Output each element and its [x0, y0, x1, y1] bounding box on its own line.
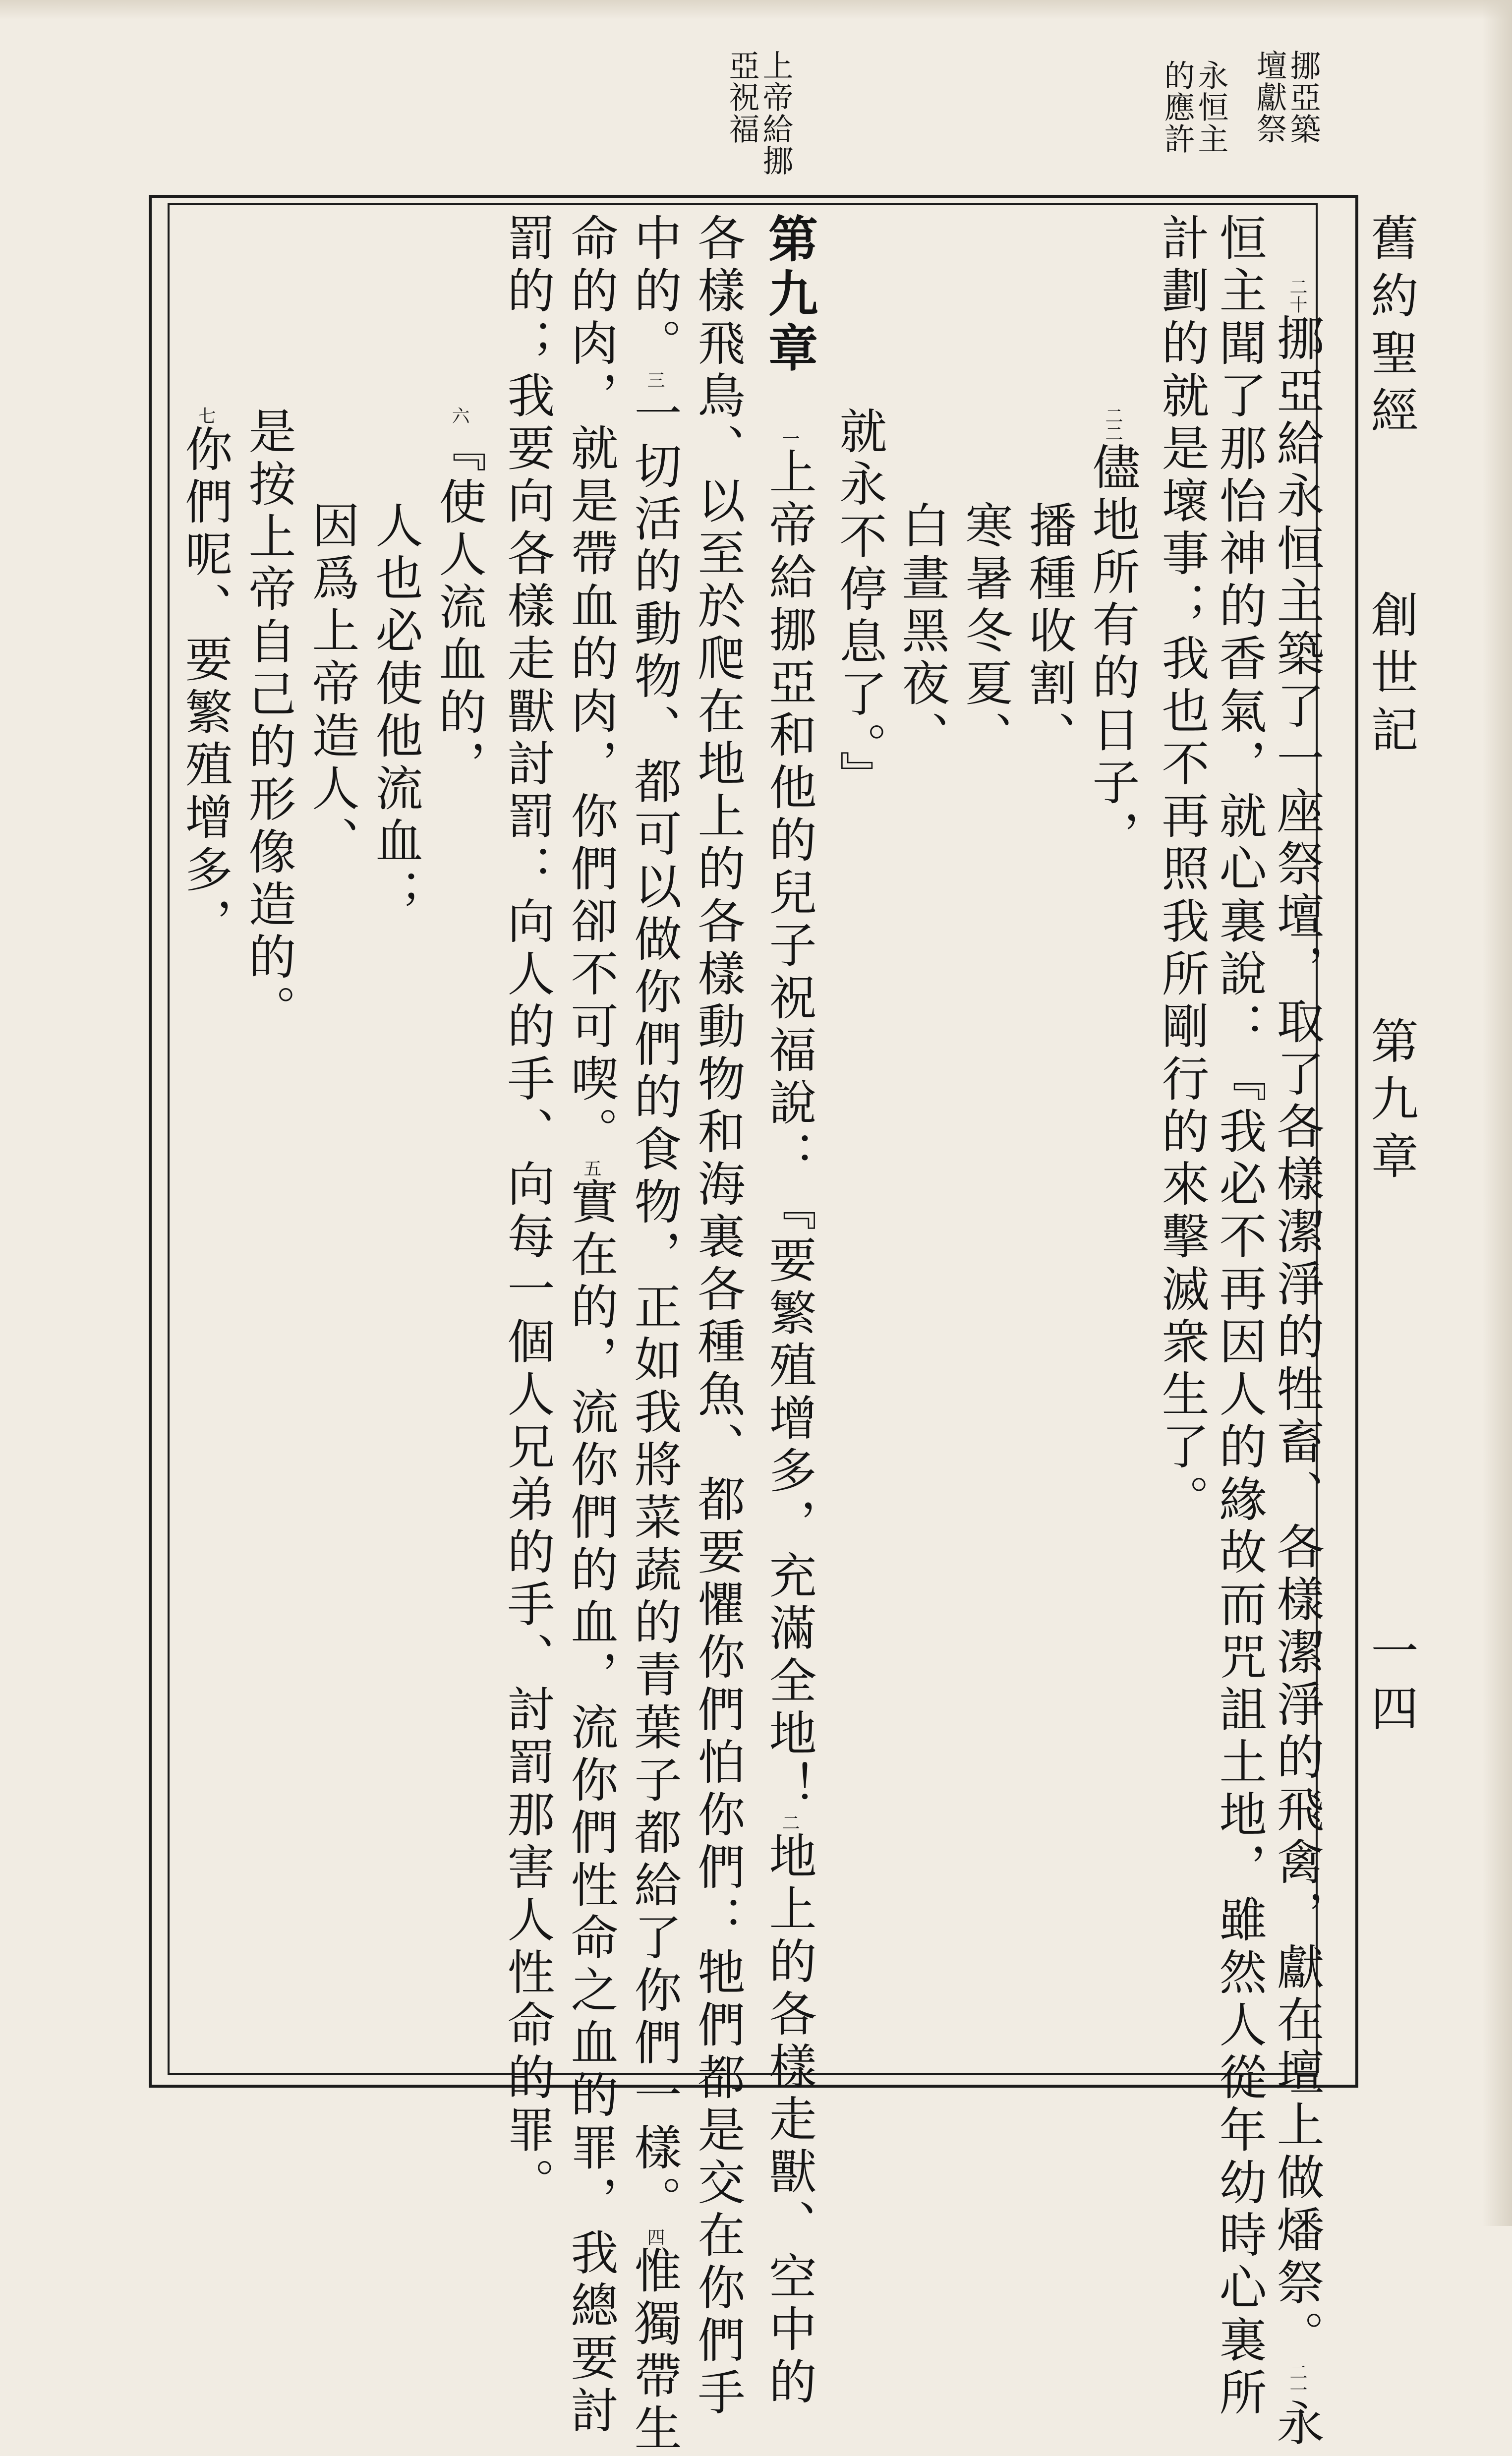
verse-text: 地上的各樣走獸、空中的	[761, 1831, 817, 2409]
verse-text: 『使人流血的，	[431, 424, 487, 792]
verse-text: 就永不停息了。』	[832, 407, 887, 803]
margin-note-promise: 永恒主的應許	[1159, 59, 1229, 155]
text-column-15	[368, 501, 423, 921]
text-column-8	[832, 407, 887, 803]
verse-text: 挪亞給永恒主築了一座祭壇，取了各樣潔淨的牲畜、各樣潔淨的飛禽，獻在壇上做燔祭。	[1269, 313, 1325, 2363]
verse-text: 人也必使他流血；	[368, 501, 423, 921]
verse-text: 中的。	[627, 213, 682, 371]
verse-text: 因爲上帝造人、	[304, 501, 360, 869]
verse-text: 是按上帝自己的形像造的。	[241, 407, 296, 1037]
text-column-17	[241, 407, 296, 1037]
chapter-label: 第九章	[1363, 1016, 1419, 1189]
text-column-16	[304, 501, 360, 869]
text-column-13	[500, 213, 555, 2210]
verse-text: 惟獨帶生	[627, 2246, 682, 2456]
chapter-heading: 第九章	[760, 213, 818, 377]
verse-text: 永	[1269, 2398, 1325, 2451]
margin-note-offering: 挪亞築壇獻祭	[1251, 50, 1321, 145]
verse-number: 二十	[1287, 278, 1307, 313]
verse-number: 二二	[1103, 407, 1123, 442]
verse-number: 四	[644, 2228, 665, 2246]
verse-text: 儘地所有的日子，	[1085, 442, 1140, 863]
scan-shadow-top	[0, 0, 1512, 20]
book-name: 創世記	[1363, 590, 1419, 762]
text-column-3	[1154, 213, 1210, 1527]
book-title: 舊約聖經	[1363, 213, 1419, 443]
verse-text: 白晝黑夜、	[894, 501, 950, 763]
verse-number: 七	[195, 407, 216, 424]
margin-note-blessing: 上帝給挪亞祝福	[724, 50, 794, 176]
text-column-18	[177, 407, 233, 950]
verse-text: 命的肉，就是帶血的肉，你們卻不可喫。	[563, 213, 619, 1159]
verse-number: 一	[779, 429, 800, 447]
page-number: 一四	[1363, 1626, 1419, 1741]
text-column-4	[1085, 407, 1140, 863]
verse-text: 實在的，流你們的血，流你們性命之血的罪，我總要討	[563, 1177, 619, 2438]
scan-shadow-right	[1482, 0, 1512, 2226]
text-column-7	[894, 501, 950, 763]
verse-text: 上帝給挪亞和他的兒子祝福說：『要繁殖增多，充滿全地！	[761, 447, 817, 1813]
text-column-6	[958, 501, 1013, 763]
verse-number: 六	[449, 407, 469, 424]
text-column-5	[1021, 501, 1077, 763]
verse-number: 三	[644, 371, 665, 389]
verse-text: 播種收割、	[1021, 501, 1077, 763]
verse-text: 一切活的動物、都可以做你們的食物，正如我將菜蔬的青葉子都給了你們一樣。	[627, 389, 682, 2228]
text-column-14	[431, 407, 487, 792]
text-column-10	[690, 213, 746, 2420]
verse-text: 恒主聞了那怡神的香氣，就心裏說：『我必不再因人的緣故而咒詛土地，雖然人從年幼時心裏所	[1212, 213, 1267, 2420]
verse-text: 計劃的就是壞事；我也不再照我所剛行的來擊滅衆生了。	[1154, 213, 1210, 1527]
text-column-11	[627, 213, 682, 2456]
heading-gap	[761, 377, 817, 429]
verse-number: 二一	[1287, 2363, 1307, 2398]
verse-text: 罰的；我要向各樣走獸討罰：向人的手、向每一個人兄弟的手、討罰那害人性命的罪。	[500, 213, 555, 2210]
verse-text: 你們呢、要繁殖增多，	[177, 424, 233, 950]
verse-text: 各樣飛鳥、以至於爬在地上的各樣動物和海裏各種魚、都要懼你們怕你們：牠們都是交在你們手	[690, 213, 746, 2420]
text-column-12	[563, 213, 619, 2438]
verse-number: 二	[779, 1813, 800, 1831]
text-column-1	[1269, 278, 1325, 2451]
verse-number: 五	[581, 1159, 601, 1177]
verse-text: 寒暑冬夏、	[958, 501, 1013, 763]
text-column-2	[1212, 213, 1267, 2420]
text-column-9	[760, 213, 818, 2409]
